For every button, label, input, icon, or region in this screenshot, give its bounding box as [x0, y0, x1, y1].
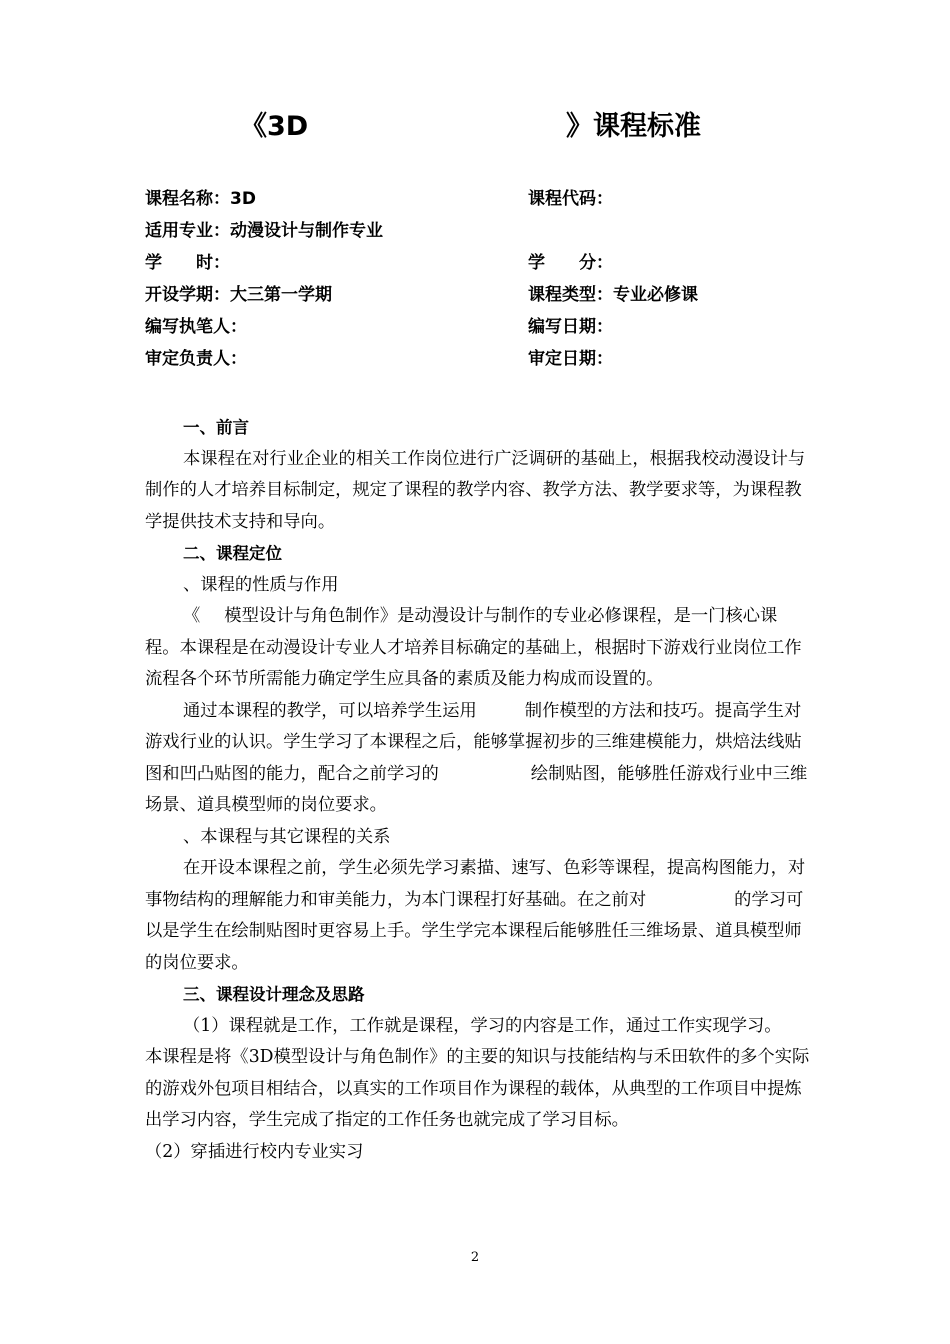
applicable-major: 适用专业：动漫设计与制作专业: [145, 221, 383, 241]
title-right: 》课程标准: [566, 111, 701, 142]
document-body: [145, 412, 810, 1168]
title-left: 《3D: [240, 111, 309, 142]
paragraph-relations-b: 的学习可以是学生在绘制贴图时更容易上手。学生学完本课程后能够胜任三维场景、道具模型师的岗位要求。: [145, 889, 804, 973]
page-number: 2: [470, 1250, 480, 1265]
paragraph-teaching: [145, 696, 810, 822]
paragraph-relations-a: 在开设本课程之前，学生必须先学习素描、速写、色彩等课程，提高构图能力，对事物结构的理解能力和审美能力，为本门课程打好基础。在之前对: [145, 858, 806, 910]
reviewer: 审定负责人：: [145, 349, 247, 369]
semester: 开设学期：大三第一学期: [145, 285, 332, 305]
credits: 学 分：: [528, 253, 613, 273]
section-heading-2: 二、课程定位: [183, 544, 282, 563]
paragraph-principle-2: （2）穿插进行校内专业实习: [145, 1141, 364, 1162]
course-name: 课程名称：3D: [145, 189, 256, 209]
document-title: [0, 104, 950, 148]
paragraph-principle-detail: 本课程是将《3D模型设计与角色制作》的主要的知识与技能结构与禾田软件的多个实际的游戏外包项目相结合，以真实的工作项目作为课程的载体，从典型的工作项目中提炼出学习内容，学生完成了指定的工作任务也就完成了学习目标。: [145, 1047, 810, 1130]
subheading-relations: 、本课程与其它课程的关系: [183, 826, 391, 847]
class-hours: 学 时：: [145, 253, 230, 273]
write-date: 编写日期：: [528, 317, 613, 337]
subheading-nature: 、课程的性质与作用: [183, 574, 339, 595]
paragraph-teaching-a: 通过本课程的教学，可以培养学生运用: [183, 700, 477, 721]
course-code: 课程代码：: [528, 189, 613, 209]
paragraph-principle-1: （1）课程就是工作，工作就是课程，学习的内容是工作，通过工作实现学习。: [183, 1015, 782, 1036]
paragraph-teaching-c: 绘制贴图，能够胜任游戏行业中三维场景、道具模型师的岗位要求。: [145, 763, 808, 815]
section-heading-1: 一、前言: [183, 418, 249, 437]
paragraph-nature: [145, 601, 810, 696]
review-date: 审定日期：: [528, 349, 613, 369]
paragraph-preface: 本课程在对行业企业的相关工作岗位进行广泛调研的基础上，根据我校动漫设计与制作的人才培养目标制定，规定了课程的教学内容、教学方法、教学要求等，为课程教学提供技术支持和导向。: [145, 448, 806, 532]
author: 编写执笔人：: [145, 317, 247, 337]
section-heading-3: 三、课程设计理念及思路: [183, 985, 365, 1004]
paragraph-relations: [145, 853, 810, 979]
paragraph-teaching-b: 制作模型的方法和技巧。提高学生对游戏行业的认识。学生学习了本课程之后，能够掌握初步的三维建模能力，烘焙法线贴图和凹凸贴图的能力，配合之前学习的: [145, 700, 802, 784]
paragraph-nature-text: 模型设计与角色制作》是动漫设计与制作的专业必修课程，是一门核心课程。本课程是在动漫设计专业人才培养目标确定的基础上，根据时下游戏行业岗位工作流程各个环节所需能力确定学生应具备的素质及能力构成而设置的。: [145, 606, 802, 689]
paragraph-nature-open: 《: [183, 606, 201, 626]
course-type: 课程类型：专业必修课: [528, 285, 698, 305]
